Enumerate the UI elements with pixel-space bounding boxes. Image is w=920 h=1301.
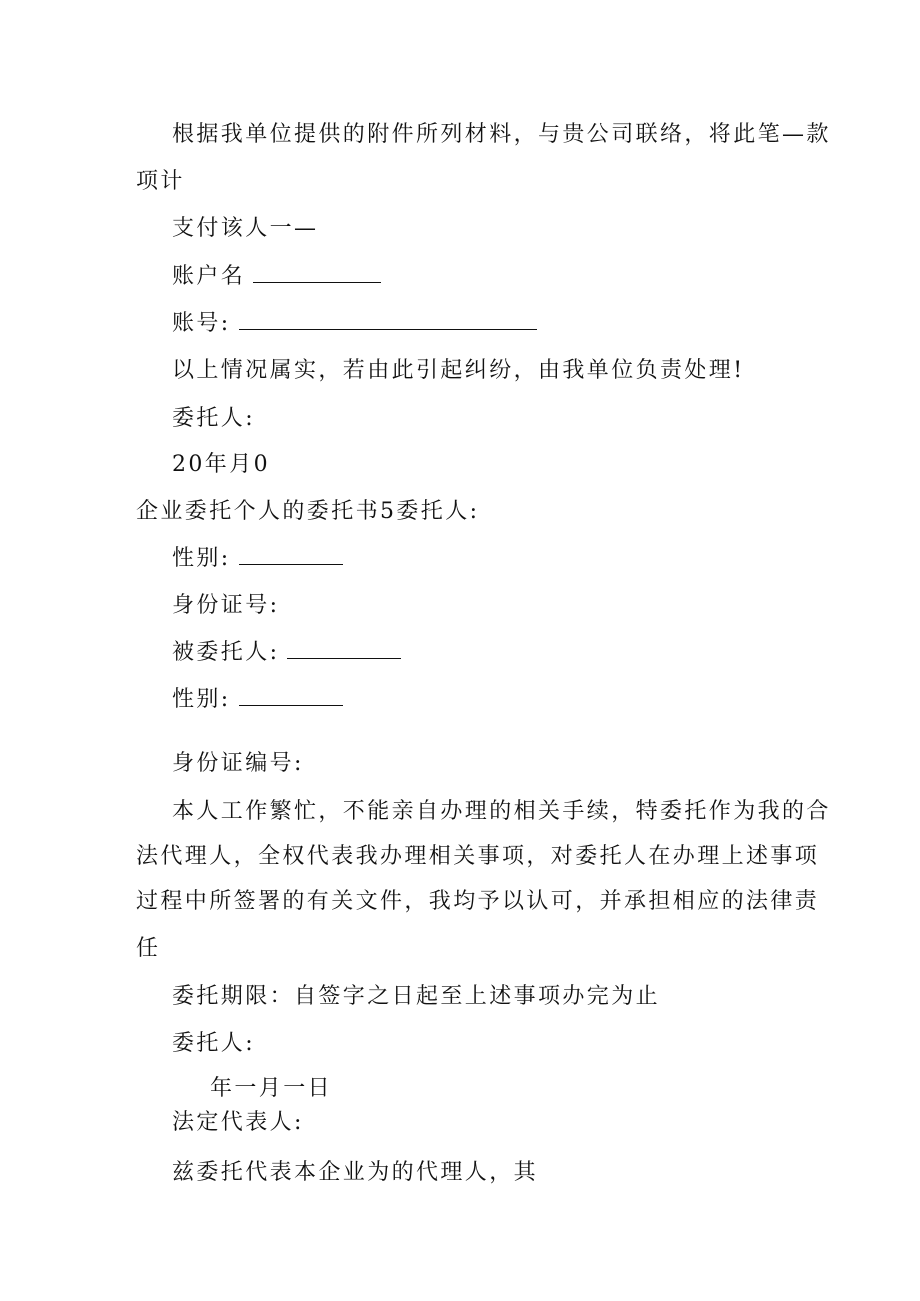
gender-label-1: 性别: bbox=[172, 546, 231, 571]
account-name-label: 账户名 bbox=[172, 264, 246, 289]
account-name-row bbox=[172, 263, 381, 291]
date-line-2: 年一月一日 bbox=[210, 1076, 333, 1101]
paragraph-entrustment: 兹委托代表本企业为的代理人，其 bbox=[172, 1160, 539, 1185]
gender-blank-1 bbox=[239, 546, 343, 565]
principal-label-1: 委托人: bbox=[172, 406, 256, 431]
legal-representative-label: 法定代表人: bbox=[172, 1110, 304, 1135]
account-number-row bbox=[172, 310, 537, 338]
gender-row-1 bbox=[172, 545, 343, 573]
section-title-authorization: 企业委托个人的委托书5委托人: bbox=[136, 499, 480, 524]
gender-label-2: 性别: bbox=[172, 687, 231, 712]
principal-label-2: 委托人: bbox=[172, 1031, 256, 1056]
paragraph-authorization-2: 法代理人，全权代表我办理相关事项，对委托人在办理上述事项 bbox=[136, 844, 820, 869]
authorization-period: 委托期限：自签字之日起至上述事项办完为止 bbox=[172, 984, 661, 1009]
account-number-blank bbox=[239, 311, 537, 330]
truth-statement: 以上情况属实，若由此引起纠纷，由我单位负责处理! bbox=[172, 358, 745, 383]
id-serial-label: 身份证编号: bbox=[172, 751, 304, 776]
gender-blank-2 bbox=[239, 687, 343, 706]
paragraph-payment-instruction: 根据我单位提供的附件所列材料，与贵公司联络，将此笔—款 bbox=[172, 122, 831, 147]
paragraph-authorization-1: 本人工作繁忙，不能亲自办理的相关手续，特委托作为我的合 bbox=[172, 799, 831, 824]
agent-blank bbox=[287, 640, 401, 659]
gender-row-2 bbox=[172, 686, 343, 714]
agent-label: 被委托人: bbox=[172, 640, 280, 665]
paragraph-authorization-3: 过程中所签署的有关文件，我均予以认可，并承担相应的法律责 bbox=[136, 889, 820, 914]
date-line-1: 20年月0 bbox=[172, 452, 270, 477]
agent-row bbox=[172, 639, 401, 667]
account-number-label: 账号: bbox=[172, 311, 231, 336]
account-name-blank bbox=[253, 264, 381, 283]
paragraph-payment-instruction-cont: 项计 bbox=[136, 169, 185, 194]
id-number-label: 身份证号: bbox=[172, 593, 280, 618]
paragraph-authorization-4: 任 bbox=[136, 936, 161, 961]
pay-to-person-line: 支付该人一— bbox=[172, 216, 319, 241]
